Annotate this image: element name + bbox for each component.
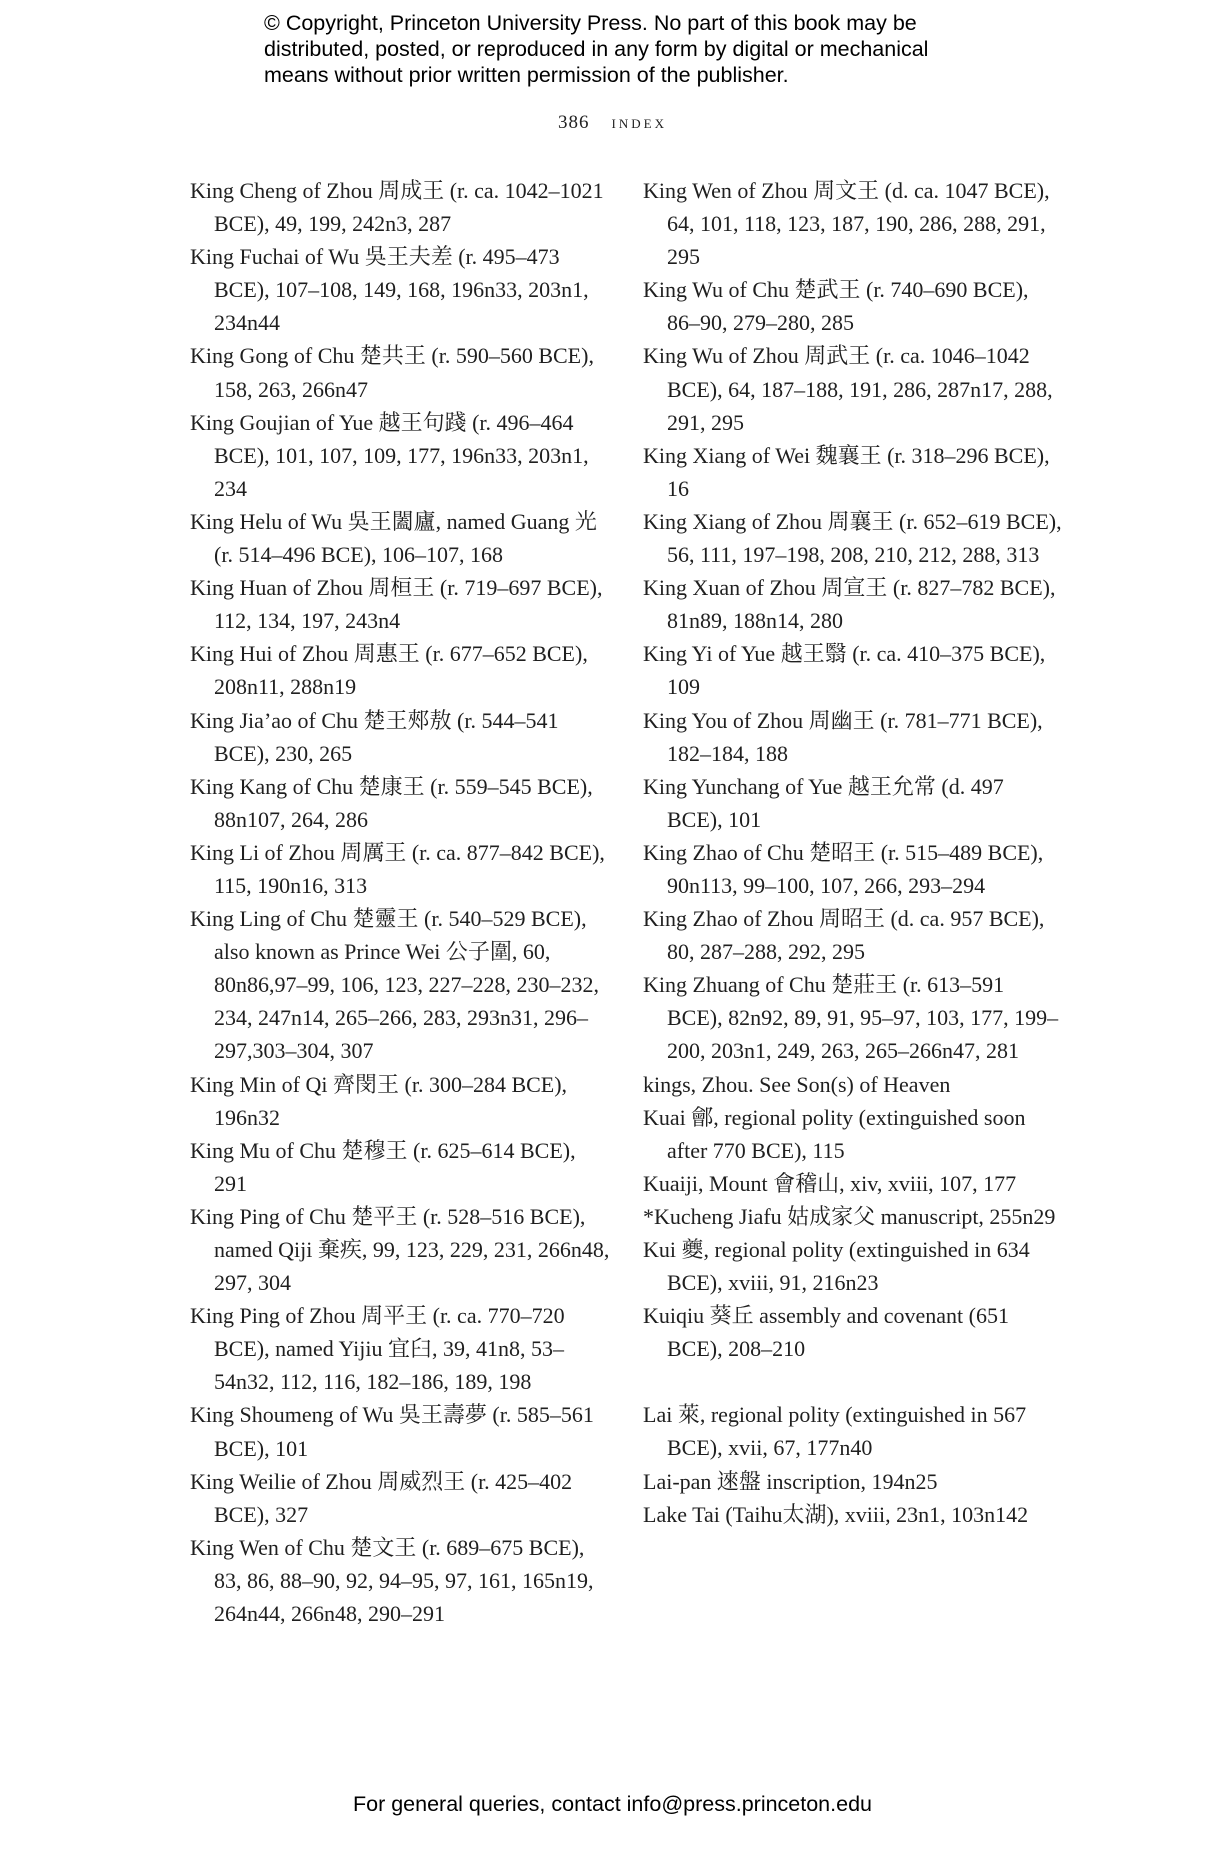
index-entry: King Ling of Chu 楚靈王 (r. 540–529 BCE), also known as Prince Wei 公子圍, 60, 80n86,97–99, 106, 123, 227–228, 230–232, 234, 247n14, 265–266, 283, 293n31, 296–297,303–304, 307 (190, 906, 599, 1064)
index-entry: King Zhao of Zhou 周昭王 (d. ca. 957 BCE), 80, 287–288, 292, 295 (643, 906, 1045, 965)
index-entry: Kui 夔, regional polity (extinguished in 634 BCE), xviii, 91, 216n23 (643, 1237, 1030, 1296)
index-entry: *Kucheng Jiafu 姑成家父 manuscript, 255n29 (643, 1203, 1056, 1229)
index-entry: King Yunchang of Yue 越王允常 (d. 497 BCE), 101 (643, 773, 1004, 832)
index-entry: King Jia’ao of Chu 楚王郟敖 (r. 544–541 BCE), 230, 265 (190, 707, 559, 766)
index-entry: King Ping of Chu 楚平王 (r. 528–516 BCE), named Qiji 棄疾, 99, 123, 229, 231, 266n48, 297, 304 (190, 1203, 610, 1296)
index-entry: Kuai 鄶, regional polity (extinguished soon after 770 BCE), 115 (643, 1104, 1026, 1163)
index-entry: King Fuchai of Wu 吳王夫差 (r. 495–473 BCE), 107–108, 149, 168, 196n33, 203n1, 234n44 (190, 244, 589, 336)
copyright-line: distributed, posted, or reproduced in any form by digital or mechanical (264, 37, 929, 61)
index-entry: King Li of Zhou 周厲王 (r. ca. 877–842 BCE), 115, 190n16, 313 (190, 839, 605, 898)
index-column-left (190, 174, 610, 1630)
index-entry: King Kang of Chu 楚康王 (r. 559–545 BCE), 88n107, 264, 286 (190, 773, 593, 832)
index-entry: King Wen of Chu 楚文王 (r. 689–675 BCE), 83, 86, 88–90, 92, 94–95, 97, 161, 165n19, 264n44, 266n48, 290–291 (190, 1534, 594, 1627)
index-entry: Lake Tai (Taihu太湖), xviii, 23n1, 103n142 (643, 1501, 1029, 1527)
index-entry: King Cheng of Zhou 周成王 (r. ca. 1042–1021 BCE), 49, 199, 242n3, 287 (190, 178, 604, 237)
index-entry: King Wu of Chu 楚武王 (r. 740–690 BCE), 86–90, 279–280, 285 (643, 277, 1029, 336)
index-entry: King Gong of Chu 楚共王 (r. 590–560 BCE), 158, 263, 266n47 (190, 343, 594, 402)
copyright-line: means without prior written permission of the publisher. (264, 63, 789, 87)
index-entry: King Xiang of Zhou 周襄王 (r. 652–619 BCE), 56, 111, 197–198, 208, 210, 212, 288, 313 (643, 508, 1062, 568)
index-entry: King Weilie of Zhou 周威烈王 (r. 425–402 BCE), 327 (190, 1468, 573, 1527)
index-entry: King Hui of Zhou 周惠王 (r. 677–652 BCE), 208n11, 288n19 (190, 641, 588, 700)
section-title: index (611, 112, 667, 133)
index-entry: Lai-pan 逨盤 inscription, 194n25 (643, 1468, 938, 1494)
index-column-right (643, 174, 1063, 1531)
copyright-notice (264, 10, 1024, 88)
index-entry: King Goujian of Yue 越王句踐 (r. 496–464 BCE), 101, 107, 109, 177, 196n33, 203n1, 234 (190, 409, 589, 501)
index-entry: King Zhuang of Chu 楚莊王 (r. 613–591 BCE), 82n92, 89, 91, 95–97, 103, 177, 199–200, 203n1, 249, 263, 265–266n47, 281 (643, 972, 1059, 1064)
copyright-line: © Copyright, Princeton University Press. No part of this book may be (264, 11, 917, 35)
index-entry: Kuaiji, Mount 會稽山, xiv, xviii, 107, 177 (643, 1170, 1017, 1196)
index-entry: King Wen of Zhou 周文王 (d. ca. 1047 BCE), 64, 101, 118, 123, 187, 190, 286, 288, 291, 295 (643, 178, 1050, 270)
index-entry: King Zhao of Chu 楚昭王 (r. 515–489 BCE), 90n113, 99–100, 107, 266, 293–294 (643, 839, 1044, 898)
running-head (0, 112, 1225, 134)
index-entry: King Ping of Zhou 周平王 (r. ca. 770–720 BCE), named Yijiu 宜臼, 39, 41n8, 53–54n32, 112, 116, 182–186, 189, 198 (190, 1303, 565, 1395)
index-entry: King Min of Qi 齊閔王 (r. 300–284 BCE), 196n32 (190, 1071, 568, 1130)
index-entry: King Shoumeng of Wu 吳王壽夢 (r. 585–561 BCE), 101 (190, 1402, 594, 1461)
index-entry: King Xuan of Zhou 周宣王 (r. 827–782 BCE), 81n89, 188n14, 280 (643, 575, 1056, 634)
index-entry: King Wu of Zhou 周武王 (r. ca. 1046–1042 BCE), 64, 187–188, 191, 286, 287n17, 288, 291, 295 (643, 343, 1053, 435)
page-number: 386 (558, 112, 590, 133)
index-entry: Kuiqiu 葵丘 assembly and covenant (651 BCE), 208–210 (643, 1303, 1009, 1362)
index-entry: kings, Zhou. See Son(s) of Heaven (643, 1071, 951, 1097)
index-entry: King Helu of Wu 吳王闔廬, named Guang 光 (r. 514–496 BCE), 106–107, 168 (190, 508, 597, 568)
index-entry: King Huan of Zhou 周桓王 (r. 719–697 BCE), 112, 134, 197, 243n4 (190, 575, 603, 634)
index-entry: King Yi of Yue 越王翳 (r. ca. 410–375 BCE), 109 (643, 641, 1046, 700)
index-entry: King Xiang of Wei 魏襄王 (r. 318–296 BCE), 16 (643, 442, 1050, 501)
footer-contact: For general queries, contact info@press.princeton.edu (352, 1792, 872, 1816)
index-entry: King Mu of Chu 楚穆王 (r. 625–614 BCE), 291 (190, 1137, 576, 1196)
index-entry: King You of Zhou 周幽王 (r. 781–771 BCE), 182–184, 188 (643, 707, 1043, 766)
index-entry: Lai 萊, regional polity (extinguished in 567 BCE), xvii, 67, 177n40 (643, 1402, 1027, 1461)
